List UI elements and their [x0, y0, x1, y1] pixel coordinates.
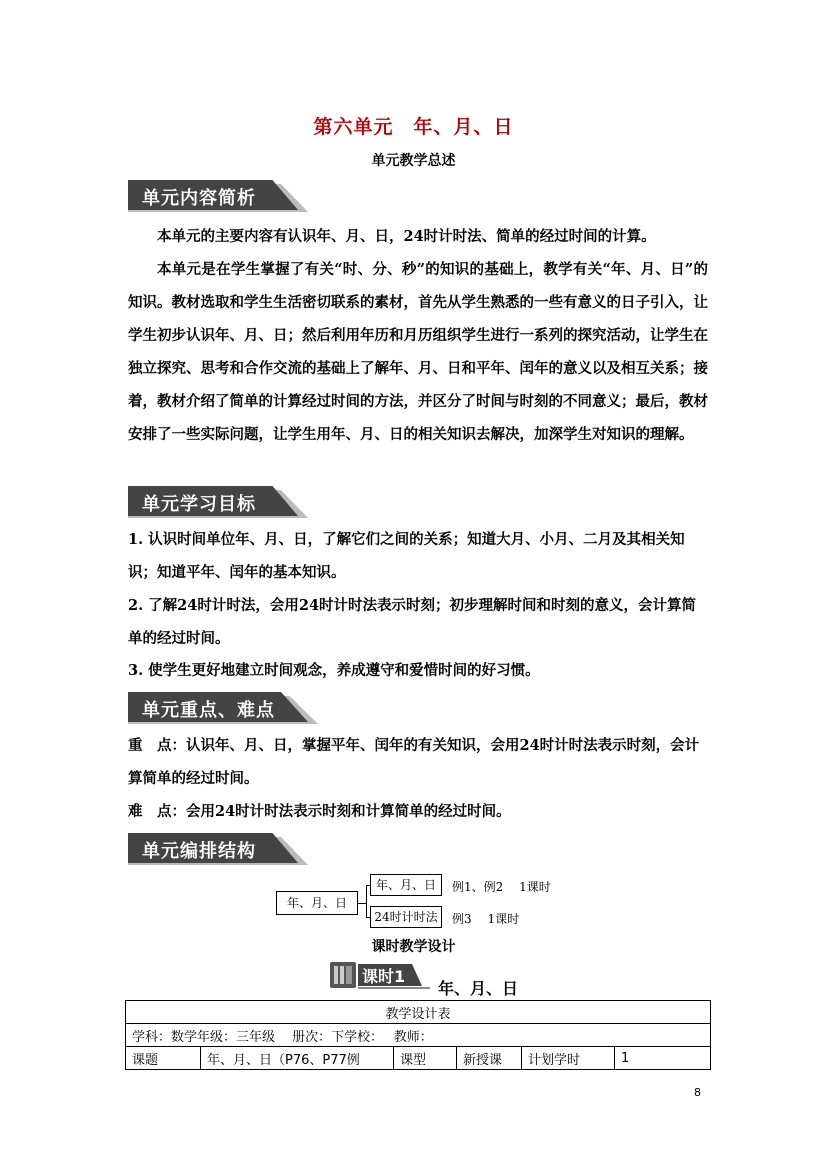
lesson-badge-label: 课时1	[362, 967, 406, 986]
structure-branch-2-box: 24时计时法	[370, 906, 442, 928]
content-paragraph-2: 本单元是在学生掌握了有关“时、分、秒”的知识的基础上，教学有关“年、月、日”的知识。教材选取和学生生活密切联系的素材，首先从学生熟悉的一些有意义的日子引入，让学生初步认识年、月、日；然后利用年历和月历组织学生进行一系列的探究活动，让学生在独立探究、思考和合作交流的基础上了解年、月、日和平年、闰年的意义以及相互关系；接着，教材介绍了简单的计算经过时间的方法，并区分了时间与时刻的不同意义；最后，教材安排了一些实际问题，让学生用年、月、日的相关知识去解决，加深学生对知识的理解。	[128, 261, 708, 443]
table-row	[126, 1047, 711, 1070]
table-row	[126, 1001, 711, 1024]
table-row	[126, 1024, 711, 1047]
section-banner-key-points	[128, 692, 318, 724]
table-info-row: 学科：数学年级：三年级 册次：下学校： 教师：	[126, 1024, 711, 1047]
table-cell: 计划学时	[522, 1047, 615, 1070]
structure-branch-1-box: 年、月、日	[370, 874, 442, 896]
section-heading: 单元编排结构	[142, 841, 256, 862]
table-cell: 1	[615, 1047, 711, 1070]
table-header: 教学设计表	[126, 1001, 711, 1024]
section-heading: 单元内容简析	[142, 188, 256, 209]
page-number: 8	[694, 1086, 701, 1099]
design-table	[125, 1000, 711, 1070]
lesson-design-title: 课时教学设计	[371, 939, 456, 955]
difficult-point: 难 点：会用24时计时法表示时刻和计算简单的经过时间。	[128, 803, 511, 820]
key-point: 重 点：认识年、月、日，掌握平年、闰年的有关知识，会用24时计时法表示时刻，会计算简单的经过时间。	[128, 737, 700, 787]
structure-branch-2-note: 例3 1课时	[452, 912, 520, 926]
page-title: 第六单元 年、月、日	[313, 116, 514, 138]
section-heading: 单元学习目标	[142, 494, 256, 515]
lesson-title: 年、月、日	[438, 979, 519, 998]
section-banner-content-analysis	[128, 180, 318, 212]
goal-2: 2. 了解24时计时法，会用24时计时法表示时刻；初步理解时间和时刻的意义，会计算简单的经过时间。	[128, 597, 697, 647]
table-cell: 新授课	[457, 1047, 522, 1070]
goal-3: 3. 使学生更好地建立时间观念，养成遵守和爱惜时间的好习惯。	[128, 662, 540, 679]
section-banner-structure	[128, 833, 318, 865]
page-subtitle: 单元教学总述	[371, 153, 456, 169]
section-heading: 单元重点、难点	[142, 700, 275, 721]
connector	[358, 903, 366, 904]
structure-branch-1-note: 例1、例2 1课时	[452, 880, 551, 894]
table-cell: 课题	[126, 1047, 201, 1070]
table-cell: 年、月、日（P76、P77例	[201, 1047, 394, 1070]
goal-1: 1. 认识时间单位年、月、日，了解它们之间的关系；知道大月、小月、二月及其相关知识；知道平年、闰年的基本知识。	[128, 531, 685, 581]
table-cell: 课型	[394, 1047, 457, 1070]
connector	[366, 885, 367, 917]
structure-root-box: 年、月、日	[276, 891, 358, 915]
lesson-badge	[330, 960, 430, 990]
section-banner-goals	[128, 486, 318, 518]
content-paragraph-1: 本单元的主要内容有认识年、月、日，24时计时法、简单的经过时间的计算。	[157, 228, 656, 245]
